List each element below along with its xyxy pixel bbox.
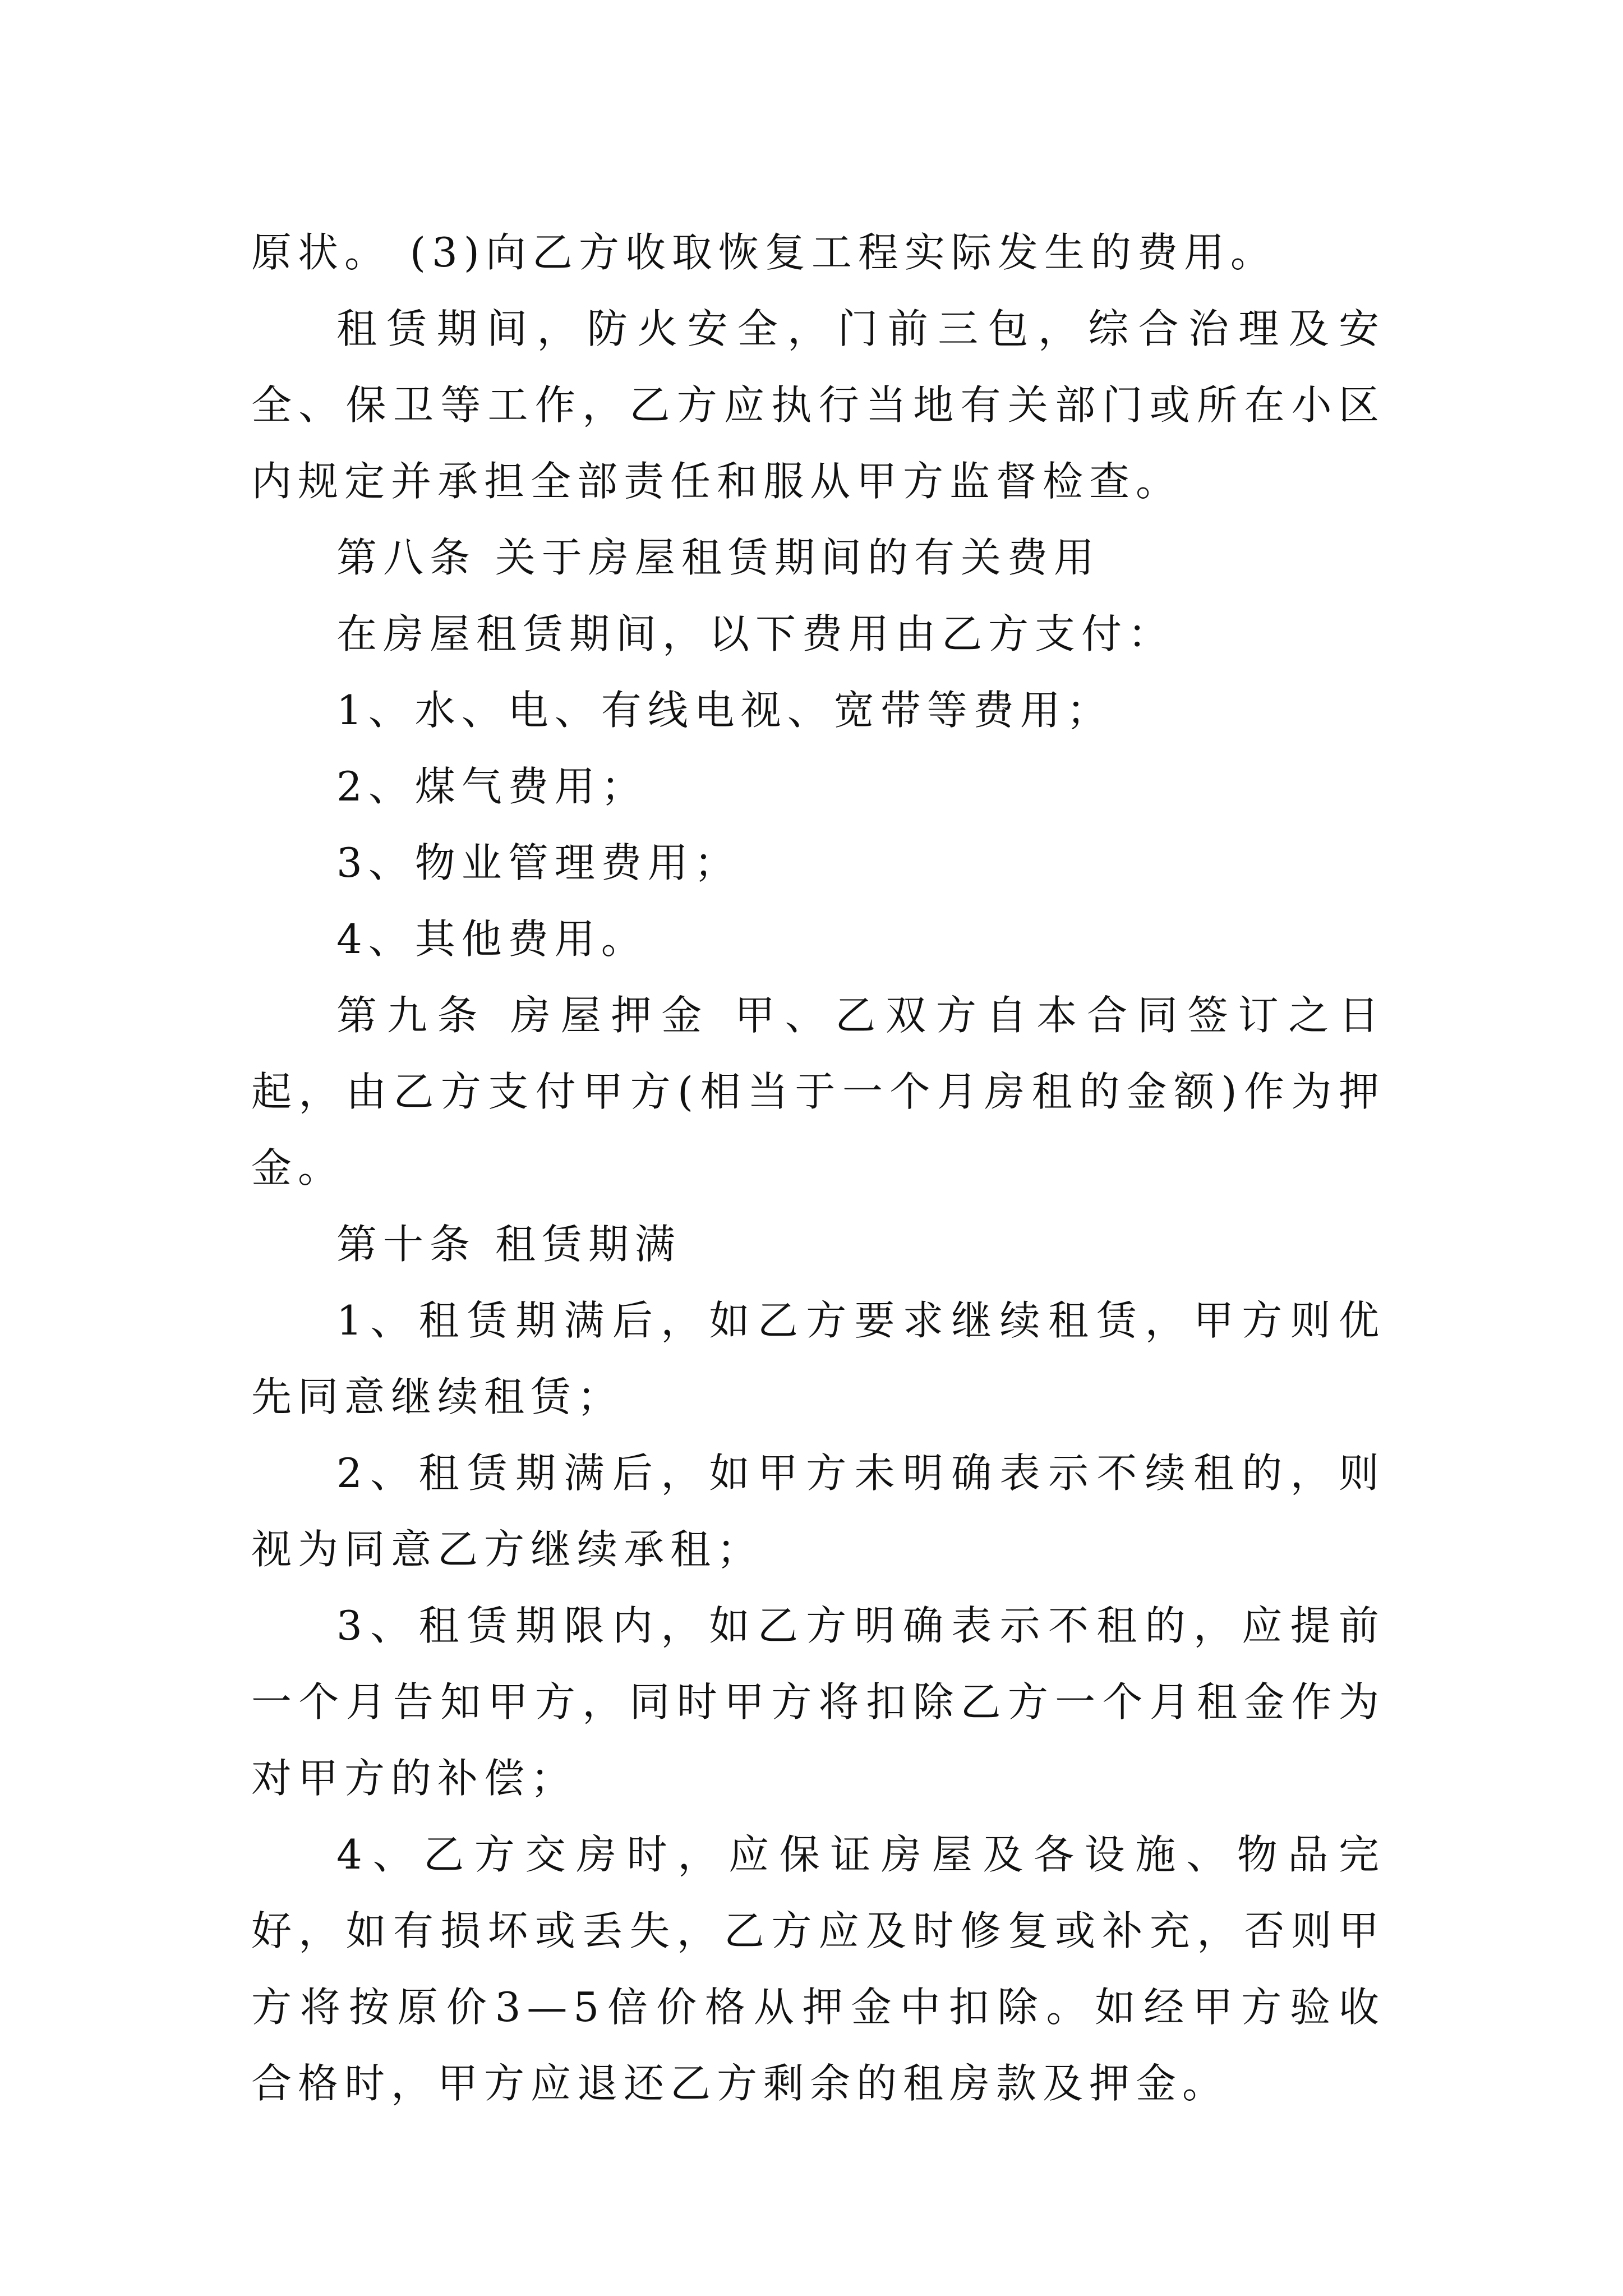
list-item-fee-4: 4、其他费用。 (336, 915, 648, 963)
list-item-term-4: 4、乙方交房时，应保证房屋及各设施、物品完好，如有损坏或丢失，乙方应及时修复或补充，否则甲方将按原价3—5倍价格从押金中扣除。如经甲方验收合格时，甲方应退还乙方剩余的租房款及押金。 (251, 1831, 1385, 2107)
list-item-term-3: 3、租赁期限内，如乙方明确表示不租的，应提前一个月告知甲方，同时甲方将扣除乙方一个月租金作为对甲方的补偿； (251, 1602, 1385, 1802)
paragraph-safety-duties: 租赁期间，防火安全，门前三包，综合治理及安全、保卫等工作，乙方应执行当地有关部门或所在小区内规定并承担全部责任和服从甲方监督检查。 (251, 305, 1385, 505)
article-8-heading: 第八条 关于房屋租赁期间的有关费用 (336, 534, 1100, 581)
list-item-term-1: 1、租赁期满后，如乙方要求继续租赁，甲方则优先同意继续租赁； (251, 1297, 1385, 1420)
list-item-fee-1: 1、水、电、有线电视、宽带等费用； (336, 687, 1113, 734)
article-10-heading: 第十条 租赁期满 (336, 1221, 681, 1268)
document-body (251, 214, 1385, 2122)
paragraph-fees-intro: 在房屋租赁期间，以下费用由乙方支付： (336, 610, 1175, 657)
list-item-fee-2: 2、煤气费用； (336, 763, 648, 810)
article-9-deposit: 第九条 房屋押金 甲、乙双方自本合同签订之日起，由乙方支付甲方(相当于一个月房租的金额)作为押金。 (251, 992, 1385, 1191)
list-item-term-2: 2、租赁期满后，如甲方未明确表示不续租的，则视为同意乙方继续承租； (251, 1450, 1385, 1573)
paragraph-continuation: 原状。 (3)向乙方收取恢复工程实际发生的费用。 (251, 229, 1277, 276)
list-item-fee-3: 3、物业管理费用； (336, 839, 741, 886)
